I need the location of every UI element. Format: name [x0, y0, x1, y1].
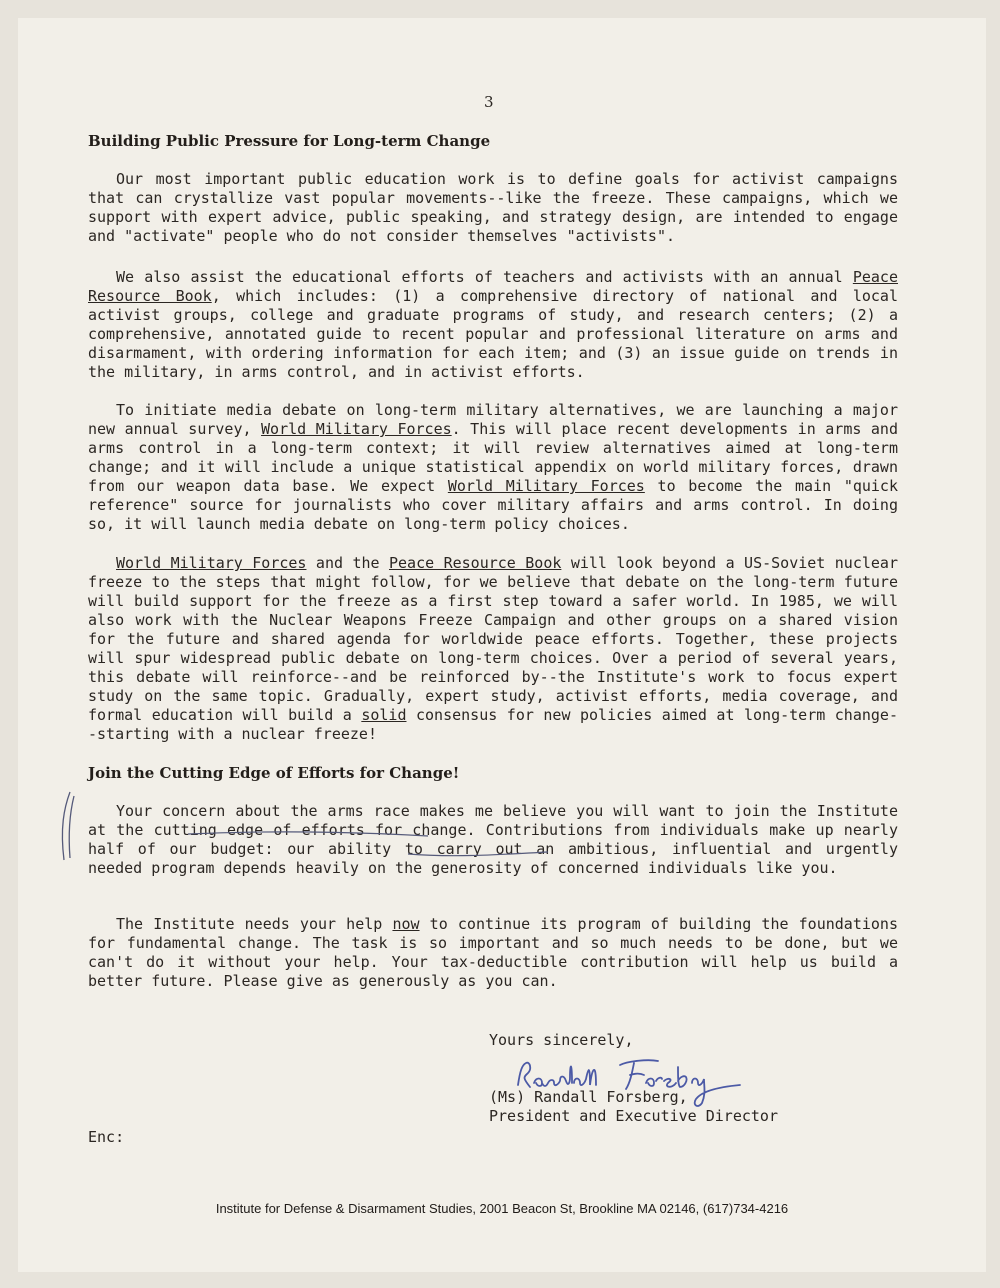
paragraph-1-text: Our most important public education work is to define goals for activist campaigns that can crystallize vast popular movements--like the freeze. These campaigns, which we support with expert advice, public speaking, and strategy design, are intended to engage and "activate" people who do not consider themselves "activists".: [88, 170, 898, 245]
signatory-block: [489, 1088, 778, 1126]
paragraph-4: [88, 554, 898, 744]
page-number: 3: [484, 93, 494, 111]
world-military-forces-title-2: World Military Forces: [447, 477, 645, 495]
paragraph-6: [88, 915, 898, 991]
paragraph-3: [88, 401, 898, 534]
peace-resource-book-title: Peace Resource Book: [88, 268, 898, 305]
section-heading-public-pressure: Building Public Pressure for Long-term Change: [88, 132, 491, 150]
signatory-name: (Ms) Randall Forsberg,: [489, 1088, 688, 1106]
paragraph-2: [88, 268, 898, 382]
letterhead-footer: Institute for Defense & Disarmament Studies, 2001 Beacon St, Brookline MA 02146, (617)734-4216: [215, 1201, 789, 1216]
paragraph-6-text: The Institute needs your help now to continue its program of building the foundations for fundamental change. The task is so important and so much needs to be done, but we can't do it without your help. Your tax-deductible contribution will help us build a better future. Please give as generously as you can.: [88, 915, 898, 990]
closing-salutation: Yours sincerely,: [489, 1031, 634, 1049]
handwritten-margin-mark: [56, 788, 78, 868]
enclosure-note: Enc:: [88, 1128, 125, 1146]
paragraph-4-text: World Military Forces and the Peace Resource Book will look beyond a US-Soviet nuclear freeze to the steps that might follow, for we believe that debate on the long-term future will build support for the freeze as a first step toward a safer world. In 1985, we will also work with the Nuclear Weapons Freeze Campaign and other groups on a shared vision for the future and shared agenda for worldwide peace efforts. Together, these projects will spur widespread public debate on long-term choices. Over a period of several years, this debate will reinforce--and be reinforced by--the Institute's work to focus expert study on the same topic. Gradually, expert study, activist efforts, media coverage, and formal education will build a solid consensus for new policies aimed at long-term change--starting with a nuclear freeze!: [88, 554, 898, 743]
paragraph-2-text: We also assist the educational efforts of teachers and activists with an annual Peace Resource Book, which includes: (1) a comprehensive directory of national and local activist groups, college and graduate programs of study, and research centers; (2) a comprehensive, annotated guide to recent popular and professional literature on arms and disarmament, with ordering information for each item; and (3) an issue guide on trends in the military, in arms control, and in activist efforts.: [88, 268, 898, 381]
paragraph-1: [88, 170, 898, 246]
letter-page: [18, 18, 986, 1272]
paragraph-3-text: To initiate media debate on long-term military alternatives, we are launching a major new annual survey, World Military Forces. This will place recent developments in arms and arms control in a long-term context; it will review alternatives aimed at long-term change; and it will include a unique statistical appendix on world military forces, drawn from our weapon data base. We expect World Military Forces to become the main "quick reference" source for journalists who cover military affairs and arms control. In doing so, it will launch media debate on long-term policy choices.: [88, 401, 898, 533]
paragraph-5-text: Your concern about the arms race makes me believe you will want to join the Institute at the cutting edge of efforts for change. Contributions from individuals make up nearly half of our budget: our ability to carry out an ambitious, influential and urgently needed program depends heavily on the generosity of concerned individuals like you.: [88, 802, 898, 877]
world-military-forces-title: World Military Forces: [261, 420, 452, 438]
signatory-title: President and Executive Director: [489, 1107, 778, 1125]
handwritten-underline-mark: [158, 828, 578, 858]
section-heading-join: Join the Cutting Edge of Efforts for Change!: [88, 764, 460, 782]
